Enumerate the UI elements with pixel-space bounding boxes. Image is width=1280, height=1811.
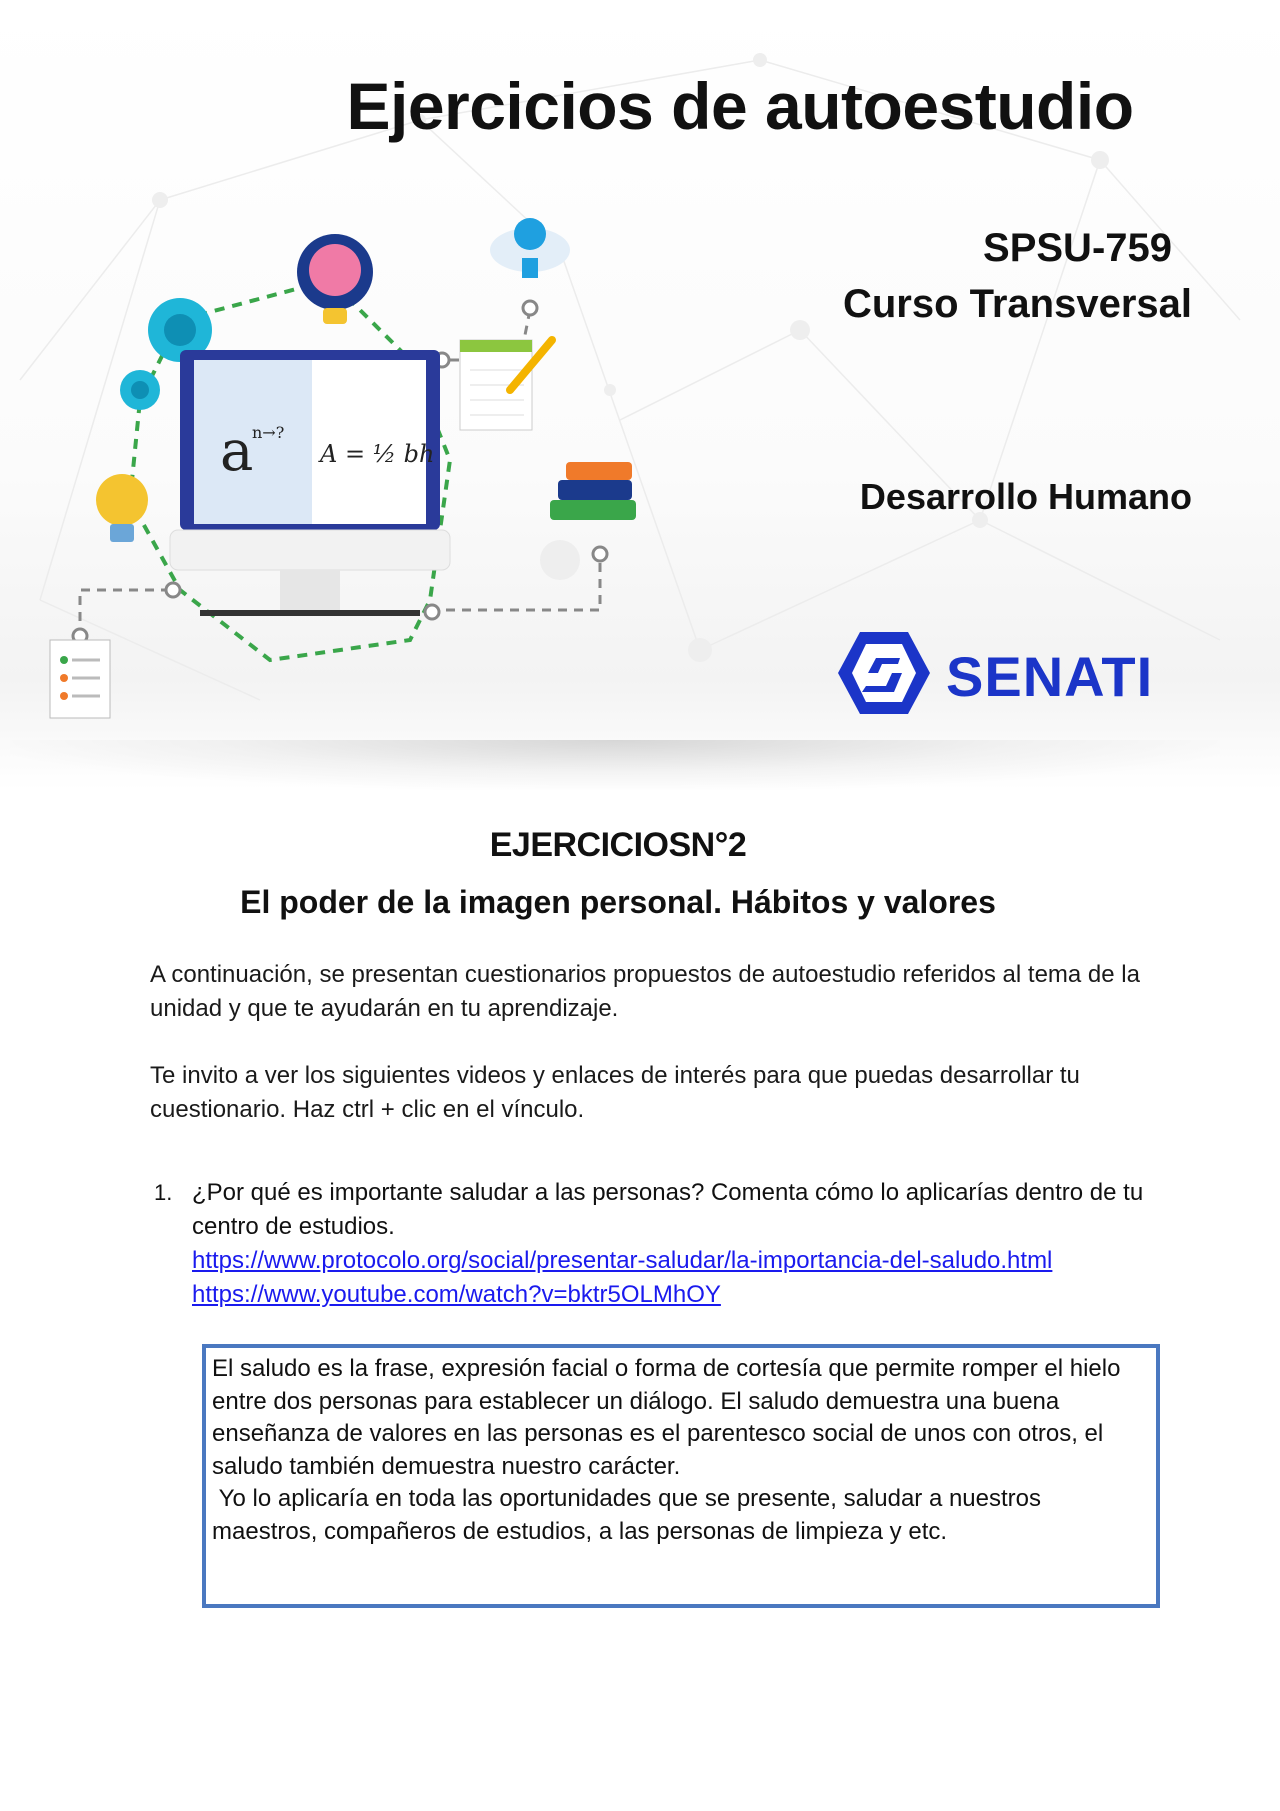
course-code: SPSU-759: [983, 226, 1172, 270]
exercise-subtitle: El poder de la imagen personal. Hábitos y valores: [240, 884, 996, 920]
formula-right: A = ½ bh: [320, 440, 435, 468]
monitor-icon: [170, 350, 450, 616]
answer-text[interactable]: El saludo es la frase, expresión facial o forma de cortesía que permite romper el hielo entre dos personas para establecer un diálogo. El saludo demuestra una buena enseñanza de valores en las personas es el parentesco social de unos con otros, el saludo también demuestra nuestro carácter. Yo lo aplicaría en toda las oportunidades que se presente, saludar a nuestros maestros, compañeros de estudios, a las personas de limpieza y etc.: [212, 1355, 1121, 1545]
senati-logo-icon: [836, 630, 932, 716]
link-protocolo[interactable]: https://www.protocolo.org/social/presentar-saludar/la-importancia-del-saludo.html: [192, 1247, 1053, 1274]
header-shadow: [10, 740, 1220, 790]
document-title: Ejercicios de autoestudio: [346, 69, 1134, 143]
notepad-pencil-icon: [460, 340, 552, 430]
lightbulb-icon: [96, 474, 148, 542]
checklist-icon: [50, 640, 110, 718]
education-illustration: [30, 200, 650, 740]
books-icon: [550, 462, 636, 520]
question-number: 1.: [154, 1180, 173, 1205]
question-text: ¿Por qué es importante saludar a las personas? Comenta cómo lo aplicarías dentro de tu centro de estudios.: [192, 1179, 1144, 1240]
senati-logo: [836, 626, 1154, 722]
answer-box[interactable]: [202, 1344, 1160, 1608]
link-youtube[interactable]: https://www.youtube.com/watch?v=bktr5OLMhOY: [192, 1281, 721, 1308]
formula-left-exponent: n→?: [252, 423, 285, 442]
senati-logo-text: SENATI: [946, 645, 1154, 708]
exercise-title: EJERCICIOSN°2: [489, 826, 747, 864]
cloud-download-icon: [490, 218, 570, 278]
formula-left: a: [220, 419, 254, 484]
intro-paragraph-2: Te invito a ver los siguientes videos y enlaces de interés para que puedas desarrollar tu cuestionario. Haz ctrl + clic en el vínculo.: [150, 1062, 1080, 1123]
course-name: Desarrollo Humano: [859, 476, 1192, 517]
cover-header: [0, 0, 1280, 790]
intro-paragraph-1: A continuación, se presentan cuestionarios propuestos de autoestudio referidos al tema de la unidad y que te ayudarán en tu aprendizaje.: [150, 961, 1140, 1022]
course-type: Curso Transversal: [842, 282, 1192, 326]
